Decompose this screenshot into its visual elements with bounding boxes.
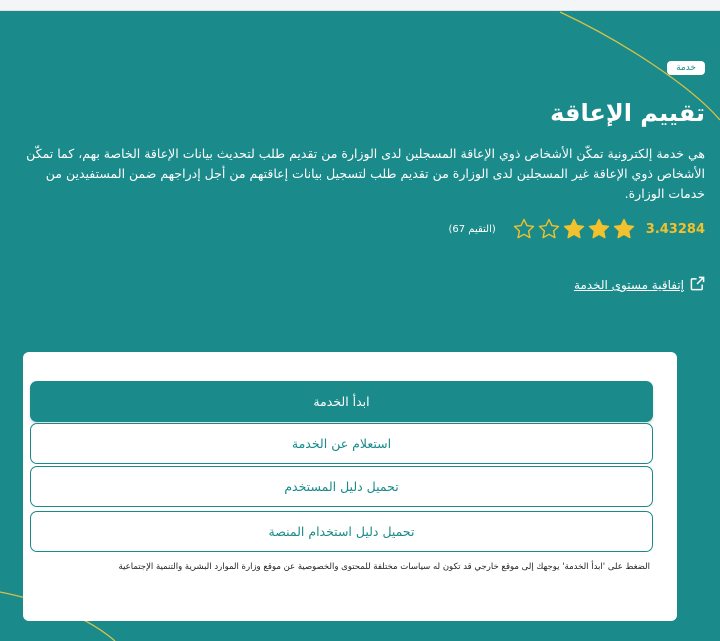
user-guide-download-button[interactable]: تحميل دليل المستخدم xyxy=(30,466,653,507)
page-title: تقييم الإعاقة xyxy=(550,99,705,127)
start-service-button[interactable]: ابدأ الخدمة xyxy=(30,381,653,422)
rating xyxy=(448,217,705,241)
star-icon[interactable] xyxy=(562,217,586,241)
star-icon[interactable] xyxy=(612,217,636,241)
actions-card xyxy=(23,352,677,621)
platform-guide-download-button[interactable]: تحميل دليل استخدام المنصة xyxy=(30,511,653,552)
rating-count: (التقيم 67) xyxy=(448,223,496,235)
external-site-disclaimer: الضغط على 'ابدأ الخدمة' يوجهك إلى موقع خارجي قد تكون له سياسات مختلفة للمحتوى والخصوصية عن موقع وزارة الموارد البشرية والتنمية الإجتماعية xyxy=(118,562,650,572)
star-icon[interactable] xyxy=(512,217,536,241)
rating-stars[interactable] xyxy=(512,217,636,241)
star-icon[interactable] xyxy=(537,217,561,241)
star-icon[interactable] xyxy=(587,217,611,241)
service-inquiry-button[interactable]: استعلام عن الخدمة xyxy=(30,423,653,464)
sla-link-label: إتفاقية مستوى الخدمة xyxy=(573,278,684,292)
external-link-icon xyxy=(690,276,705,294)
service-badge: خدمة xyxy=(667,61,705,75)
rating-value: 3.43284 xyxy=(645,221,705,237)
sla-link[interactable] xyxy=(574,276,705,294)
service-description: هي خدمة إلكترونية تمكّن الأشخاص ذوي الإعاقة المسجلين لدى الوزارة من تقديم طلب لتحديث بيانات الإعاقة الخاصة بهم، كما تمكّن الأشخاص ذوي الإعاقة غير المسجلين لدى الوزارة من تقديم طلب لتسجيل بيانات إعاقتهم من أجل إدراجهم ضمن المستفيدين من خدمات الوزارة. xyxy=(26,146,705,201)
